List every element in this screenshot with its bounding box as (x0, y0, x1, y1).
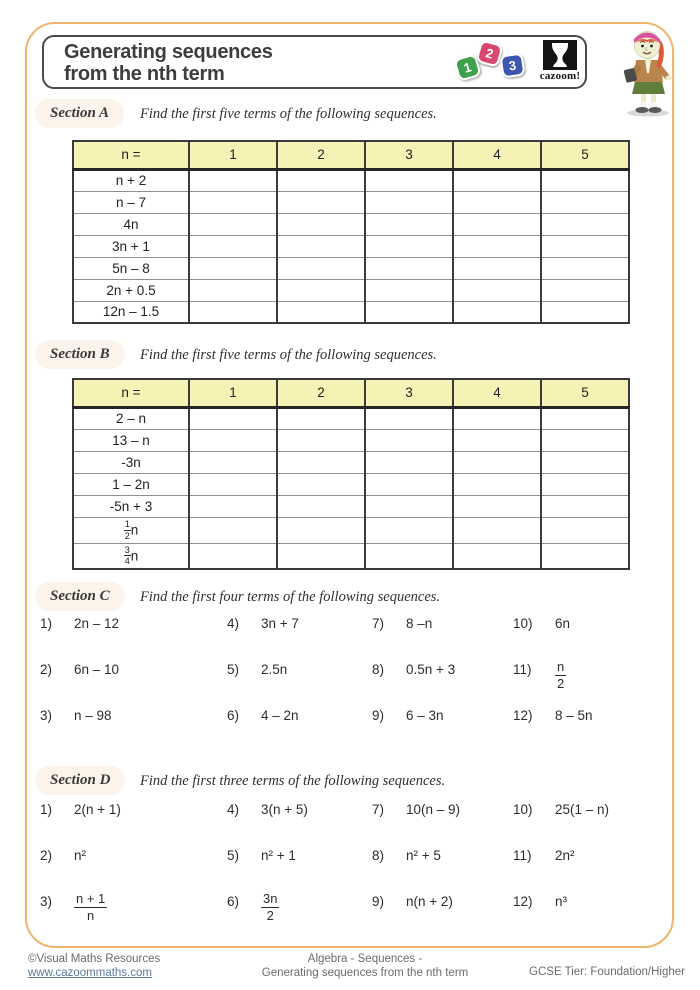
question-item (227, 616, 372, 631)
nth-term-expression (73, 517, 189, 543)
nth-term-expression: 1 – 2n (73, 473, 189, 495)
question-item (513, 708, 653, 723)
table-a-header-cell: 3 (365, 141, 453, 169)
table-row (73, 257, 629, 279)
fraction-denominator: n (87, 907, 95, 923)
answer-cell (365, 213, 453, 235)
nth-term-expression: 5n – 8 (73, 257, 189, 279)
table-row (73, 279, 629, 301)
die-3-icon (500, 53, 526, 79)
question-item (372, 848, 513, 863)
answer-cell (365, 429, 453, 451)
question-number: 6) (227, 708, 240, 723)
question-number: 8) (372, 662, 385, 677)
answer-cell (365, 407, 453, 429)
question-number: 1) (40, 802, 53, 817)
answer-cell (189, 169, 277, 191)
question-item (227, 708, 372, 723)
answer-cell (277, 543, 365, 569)
fraction-numerator: 3n (263, 891, 278, 906)
fraction (74, 891, 107, 923)
fraction-numerator: n + 1 (76, 891, 106, 906)
nth-term-expression: 2n + 0.5 (73, 279, 189, 301)
answer-cell (277, 517, 365, 543)
question-item (372, 616, 513, 631)
question-number: 5) (227, 662, 240, 677)
fraction-suffix: n (130, 548, 139, 564)
question-row (40, 616, 660, 662)
section-b-label: Section B (35, 340, 125, 369)
answer-cell (277, 301, 365, 323)
answer-cell (189, 473, 277, 495)
question-expression: 8 –n (406, 616, 433, 631)
nth-term-expression: -5n + 3 (73, 495, 189, 517)
question-number: 4) (227, 616, 240, 631)
answer-cell (453, 429, 541, 451)
table-section-b (72, 378, 630, 570)
table-a-header-cell: n = (73, 141, 189, 169)
question-item (40, 662, 227, 677)
table-a-header-cell: 2 (277, 141, 365, 169)
table-b-header-cell: 1 (189, 379, 277, 407)
table-row (73, 473, 629, 495)
page-title-line1: Generating sequences (64, 41, 273, 63)
question-number: 3) (40, 894, 53, 909)
answer-cell (541, 169, 629, 191)
table-row (73, 543, 629, 569)
question-item (513, 894, 653, 909)
answer-cell (541, 257, 629, 279)
answer-cell (541, 279, 629, 301)
table-b-header-cell: n = (73, 379, 189, 407)
answer-cell (541, 191, 629, 213)
answer-cell (277, 279, 365, 301)
table-b-header-row (73, 379, 629, 407)
answer-cell (453, 279, 541, 301)
answer-cell (189, 235, 277, 257)
section-c-instruction: Find the first four terms of the following sequences. (140, 589, 441, 605)
answer-cell (541, 429, 629, 451)
question-expression: 6n (555, 616, 571, 631)
question-item (372, 802, 513, 817)
fraction-numerator: 1 (124, 519, 130, 530)
answer-cell (541, 451, 629, 473)
dice-123-icon (454, 39, 529, 87)
nth-term-expression: 3n + 1 (73, 235, 189, 257)
answer-cell (189, 517, 277, 543)
answer-cell (541, 473, 629, 495)
question-expression: n² + 1 (261, 848, 296, 863)
question-expression: 10(n – 9) (406, 802, 461, 817)
cazoom-goblet-icon (543, 40, 577, 70)
answer-cell (453, 517, 541, 543)
table-row (73, 191, 629, 213)
nth-term-expression: n + 2 (73, 169, 189, 191)
question-item (227, 891, 372, 926)
question-number: 5) (227, 848, 240, 863)
question-expression: 2.5n (261, 662, 288, 677)
answer-cell (541, 543, 629, 569)
question-item (227, 848, 372, 863)
question-expression: 6 – 3n (406, 708, 444, 723)
question-number: 9) (372, 894, 385, 909)
table-b-header-cell: 5 (541, 379, 629, 407)
answer-cell (189, 543, 277, 569)
nth-term-expression: 2 – n (73, 407, 189, 429)
answer-cell (365, 191, 453, 213)
copyright-text: ©Visual Maths Resources (28, 953, 161, 965)
question-expression: n – 98 (74, 708, 112, 723)
fraction-denominator: 2 (266, 907, 274, 923)
section-d-questions (40, 802, 660, 940)
fraction-numerator: n (557, 659, 565, 674)
table-row (73, 517, 629, 543)
section-c-questions (40, 616, 660, 754)
section-a-label: Section A (35, 99, 124, 128)
fraction (555, 659, 566, 691)
question-row (40, 802, 660, 848)
nth-term-expression: n – 7 (73, 191, 189, 213)
question-row (40, 848, 660, 894)
question-item (372, 662, 513, 677)
nth-term-expression: -3n (73, 451, 189, 473)
answer-cell (277, 429, 365, 451)
gcse-tier-text: GCSE Tier: Foundation/Higher (529, 966, 685, 978)
question-expression: 2n – 12 (74, 616, 120, 631)
table-row (73, 407, 629, 429)
nth-term-expression: 12n – 1.5 (73, 301, 189, 323)
fraction (124, 545, 131, 567)
question-item (372, 708, 513, 723)
question-item (40, 708, 227, 723)
answer-cell (277, 191, 365, 213)
question-number: 3) (40, 708, 53, 723)
cazoom-logo-text: cazoom! (539, 70, 581, 82)
question-row (40, 659, 660, 708)
question-item (372, 894, 513, 909)
section-d-label: Section D (35, 766, 125, 795)
question-expression: 4 – 2n (261, 708, 299, 723)
question-expression: n² + 5 (406, 848, 441, 863)
table-row (73, 429, 629, 451)
section-b-instruction: Find the first five terms of the following sequences. (140, 347, 437, 363)
question-item (40, 616, 227, 631)
die-2-label: 2 (484, 45, 495, 62)
nth-term-expression: 4n (73, 213, 189, 235)
answer-cell (365, 301, 453, 323)
section-d-instruction: Find the first three terms of the following sequences. (140, 773, 446, 789)
footer-copyright-block (28, 952, 160, 980)
answer-cell (189, 407, 277, 429)
table-row (73, 213, 629, 235)
answer-cell (189, 279, 277, 301)
answer-cell (365, 257, 453, 279)
answer-cell (453, 543, 541, 569)
answer-cell (365, 517, 453, 543)
answer-cell (453, 213, 541, 235)
answer-cell (453, 191, 541, 213)
die-1-label: 1 (461, 59, 474, 76)
answer-cell (189, 495, 277, 517)
answer-cell (453, 169, 541, 191)
answer-cell (189, 213, 277, 235)
answer-cell (365, 451, 453, 473)
answer-cell (189, 301, 277, 323)
table-b-header-cell: 2 (277, 379, 365, 407)
answer-cell (453, 301, 541, 323)
question-expression: n² (74, 848, 87, 863)
page-title-line2: from the nth term (64, 63, 225, 85)
fraction-denominator: 4 (124, 556, 130, 567)
answer-cell (365, 235, 453, 257)
question-number: 7) (372, 802, 385, 817)
answer-cell (365, 543, 453, 569)
topic-line2: Generating sequences from the nth term (261, 967, 469, 979)
table-section-a (72, 140, 630, 324)
question-expression (74, 891, 107, 926)
question-expression: n(n + 2) (406, 894, 453, 909)
answer-cell (541, 301, 629, 323)
question-number: 2) (40, 848, 53, 863)
question-number: 1) (40, 616, 53, 631)
question-item (513, 848, 653, 863)
question-number: 7) (372, 616, 385, 631)
question-item (40, 848, 227, 863)
answer-cell (277, 473, 365, 495)
answer-cell (189, 191, 277, 213)
worksheet-header (42, 35, 587, 89)
answer-cell (365, 495, 453, 517)
answer-cell (277, 495, 365, 517)
question-item (513, 802, 653, 817)
answer-cell (365, 169, 453, 191)
question-number: 9) (372, 708, 385, 723)
answer-cell (277, 451, 365, 473)
question-item (40, 891, 227, 926)
nth-term-expression (73, 543, 189, 569)
table-row (73, 495, 629, 517)
question-expression: n³ (555, 894, 568, 909)
answer-cell (277, 213, 365, 235)
topic-line1: Algebra - Sequences - (307, 953, 423, 965)
question-number: 2) (40, 662, 53, 677)
question-expression (555, 659, 566, 694)
cazoom-character-illustration (606, 26, 688, 118)
table-a-header-cell: 4 (453, 141, 541, 169)
fraction (261, 891, 279, 923)
die-3-label: 3 (507, 57, 518, 74)
answer-cell (277, 257, 365, 279)
question-expression: 3(n + 5) (261, 802, 308, 817)
question-expression: 3n + 7 (261, 616, 299, 631)
answer-cell (277, 407, 365, 429)
answer-cell (453, 235, 541, 257)
question-expression: 25(1 – n) (555, 802, 610, 817)
answer-cell (365, 279, 453, 301)
answer-cell (541, 235, 629, 257)
table-b-header-cell: 4 (453, 379, 541, 407)
answer-cell (453, 495, 541, 517)
question-number: 10) (513, 802, 533, 817)
question-expression: 8 – 5n (555, 708, 593, 723)
fraction-suffix: n (130, 522, 139, 538)
answer-cell (189, 257, 277, 279)
question-row (40, 708, 660, 754)
question-item (227, 802, 372, 817)
table-row (73, 451, 629, 473)
question-number: 11) (513, 662, 532, 677)
answer-cell (189, 429, 277, 451)
question-number: 12) (513, 894, 533, 909)
answer-cell (541, 213, 629, 235)
question-expression: 0.5n + 3 (406, 662, 456, 677)
table-row (73, 169, 629, 191)
page-title (64, 41, 273, 85)
question-number: 8) (372, 848, 385, 863)
fraction-denominator: 2 (557, 675, 565, 691)
question-number: 12) (513, 708, 533, 723)
question-number: 6) (227, 894, 240, 909)
answer-cell (453, 407, 541, 429)
question-item (513, 659, 653, 694)
question-item (40, 802, 227, 817)
nth-term-expression: 13 – n (73, 429, 189, 451)
question-item (227, 662, 372, 677)
answer-cell (453, 257, 541, 279)
question-number: 11) (513, 848, 532, 863)
question-number: 10) (513, 616, 533, 631)
answer-cell (189, 451, 277, 473)
table-a-header-row (73, 141, 629, 169)
table-row (73, 235, 629, 257)
answer-cell (277, 169, 365, 191)
question-expression: 2n² (555, 848, 575, 863)
question-number: 4) (227, 802, 240, 817)
cazoom-logo (536, 40, 584, 82)
fraction (124, 519, 131, 541)
fraction-denominator: 2 (124, 530, 130, 541)
question-expression (261, 891, 279, 926)
table-a-header-cell: 1 (189, 141, 277, 169)
question-row (40, 891, 660, 940)
answer-cell (277, 235, 365, 257)
fraction-numerator: 3 (124, 544, 130, 555)
die-2-icon (475, 39, 503, 67)
answer-cell (541, 407, 629, 429)
answer-cell (541, 495, 629, 517)
answer-cell (541, 517, 629, 543)
question-expression: 6n – 10 (74, 662, 120, 677)
table-b-header-cell: 3 (365, 379, 453, 407)
table-a-header-cell: 5 (541, 141, 629, 169)
footer-topic-block (195, 952, 535, 980)
answer-cell (365, 473, 453, 495)
table-row (73, 301, 629, 323)
cazoommaths-link[interactable]: www.cazoommaths.com (28, 967, 152, 979)
section-c-label: Section C (35, 582, 125, 611)
answer-cell (453, 473, 541, 495)
section-a-instruction: Find the first five terms of the following sequences. (140, 106, 437, 122)
question-expression: 2(n + 1) (74, 802, 121, 817)
question-item (513, 616, 653, 631)
answer-cell (453, 451, 541, 473)
